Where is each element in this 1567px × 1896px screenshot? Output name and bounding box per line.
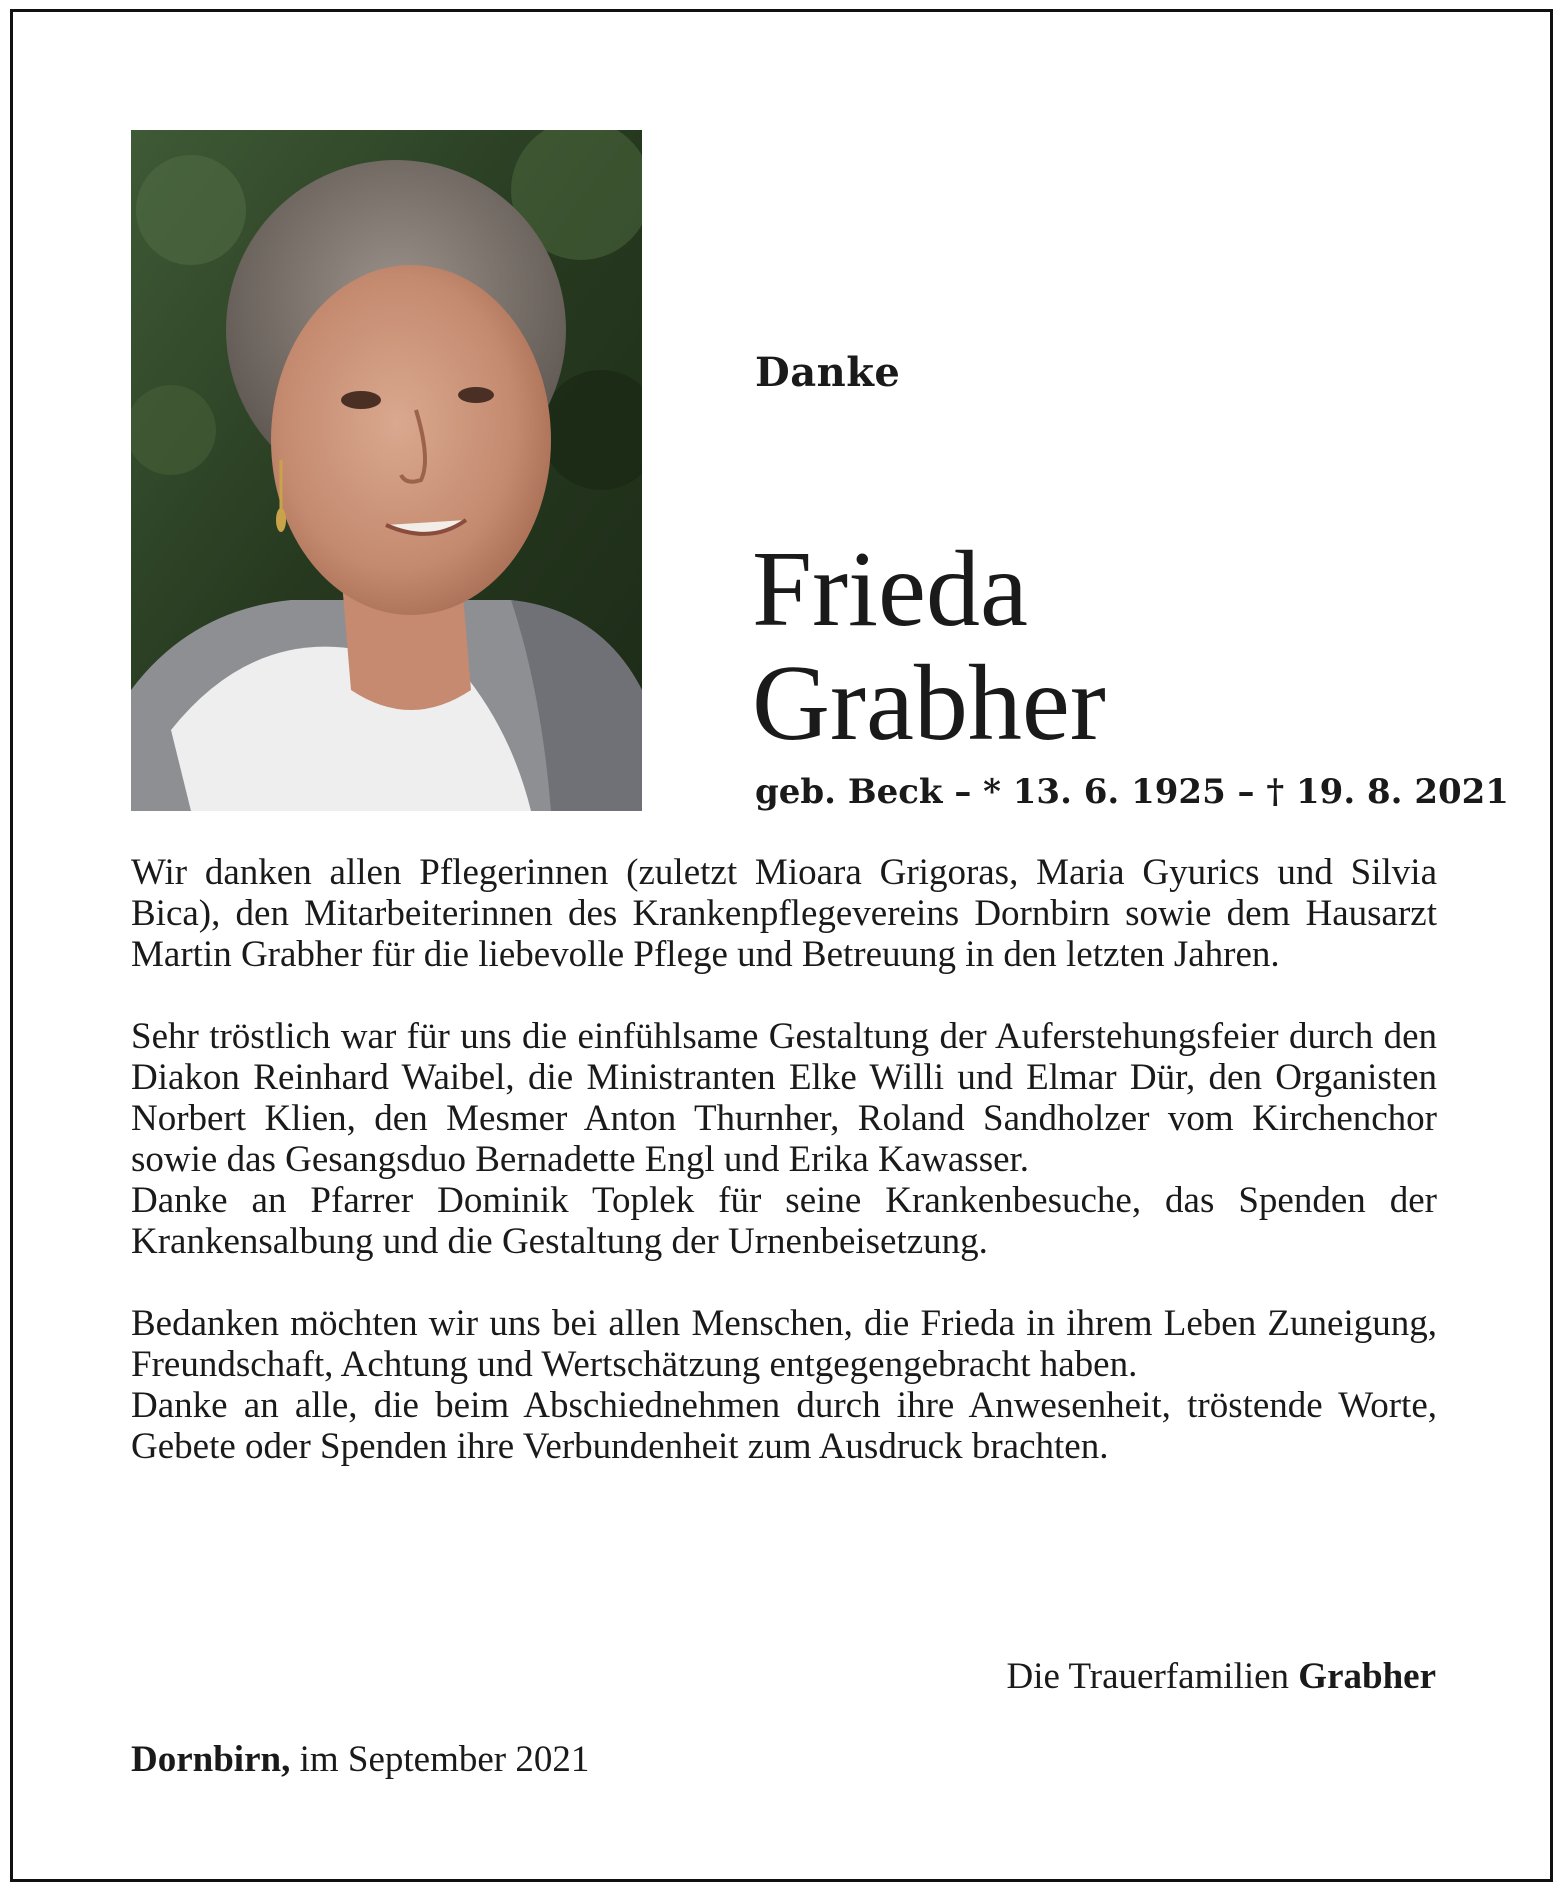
- last-name: Grabher: [752, 644, 1106, 763]
- paragraph-people: Bedanken möchten wir uns bei allen Menschen, die Frieda in ihrem Leben Zuneigung, Freundschaft, Achtung und Wertschätzung entgegengebracht haben.: [131, 1303, 1437, 1385]
- signature-prefix: Die Trauerfamilien: [1006, 1656, 1290, 1697]
- life-dates: geb. Beck – * 13. 6. 1925 – † 19. 8. 2021: [755, 772, 1509, 812]
- place: Dornbirn,: [131, 1739, 291, 1780]
- signature: [1006, 1655, 1436, 1698]
- danke-heading: Danke: [755, 349, 901, 396]
- portrait-photo: [131, 130, 642, 811]
- deceased-name: [752, 530, 1106, 763]
- place-date: [131, 1738, 589, 1781]
- paragraph-caregivers: Wir danken allen Pflegerinnen (zuletzt Mioara Grigoras, Maria Gyurics und Silvia Bica), den Mitarbeiterinnen des Krankenpflegevereins Dornbirn sowie dem Hausarzt Martin Grabher für die liebevolle Pflege und Betreuung in den letzten Jahren.: [131, 852, 1437, 975]
- thanks-text: [131, 852, 1437, 1467]
- paragraph-ceremony: Sehr tröstlich war für uns die einfühlsame Gestaltung der Auferstehungsfeier durch den Diakon Reinhard Waibel, die Ministranten Elke Willi und Elmar Dür, den Organisten Norbert Klien, den Mesmer Anton Thurnher, Roland Sandholzer vom Kirchenchor sowie das Gesangsduo Bernadette Engl und Erika Kawasser.: [131, 1016, 1437, 1180]
- signature-family: Grabher: [1298, 1656, 1436, 1697]
- first-name: Frieda: [752, 530, 1028, 649]
- paragraph-farewell: Danke an alle, die beim Abschiednehmen durch ihre Anwesenheit, tröstende Worte, Gebete oder Spenden ihre Verbundenheit zum Ausdruck brachten.: [131, 1385, 1437, 1467]
- paragraph-priest: Danke an Pfarrer Dominik Toplek für seine Krankenbesuche, das Spenden der Krankensalbung und die Gestaltung der Urnenbeisetzung.: [131, 1180, 1437, 1262]
- date: im September 2021: [299, 1739, 590, 1780]
